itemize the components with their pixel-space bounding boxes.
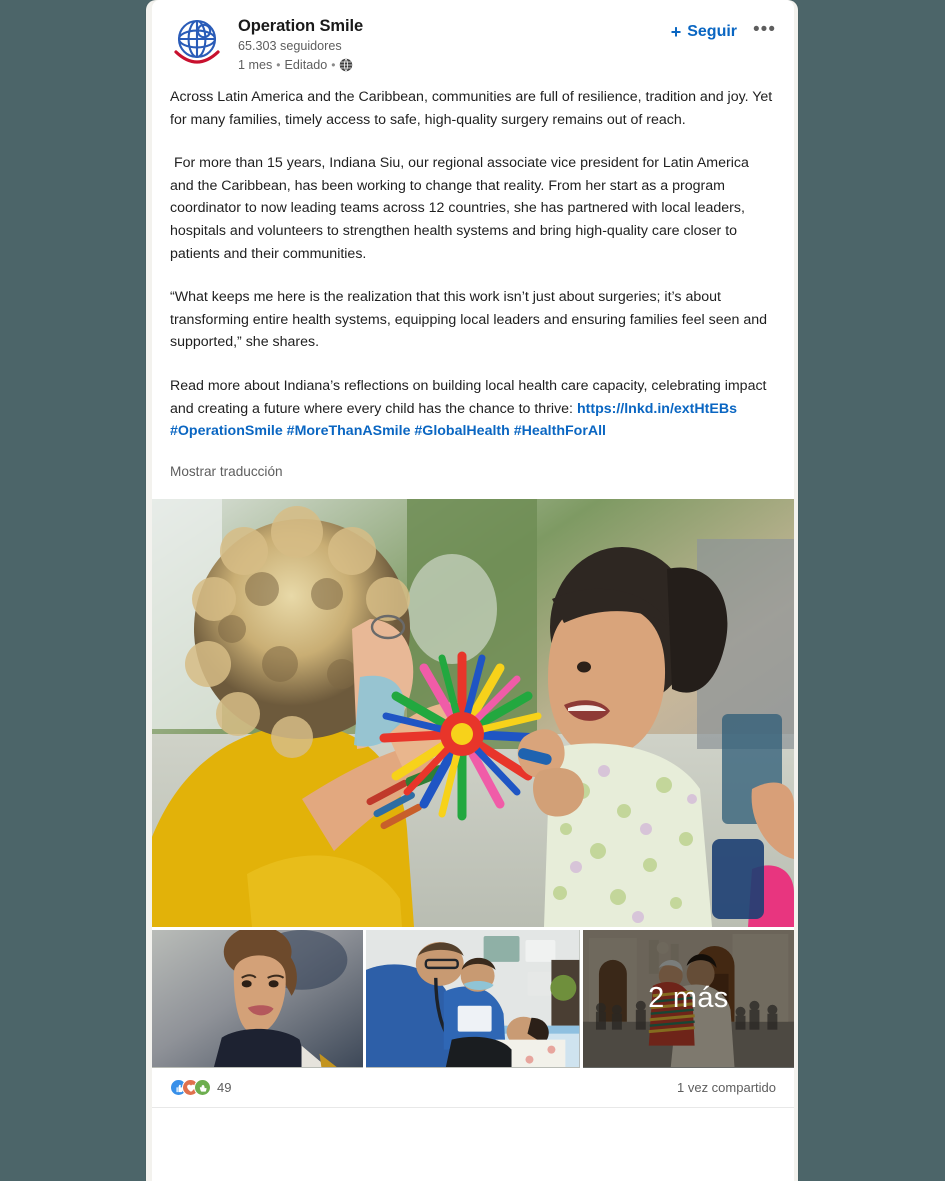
gallery-thumbnail-3[interactable]	[583, 930, 794, 1068]
gallery-thumbnail-1[interactable]	[152, 930, 363, 1068]
meta-separator-1: •	[276, 58, 281, 72]
gallery-thumbnail-2[interactable]	[366, 930, 579, 1068]
globe-public-icon	[339, 58, 353, 72]
post-text	[152, 74, 794, 482]
thumbnail-2-artwork	[366, 930, 579, 1068]
meta-separator-2: •	[331, 58, 336, 72]
operation-smile-logo	[168, 14, 226, 72]
social-counts-bar	[152, 1068, 794, 1108]
follow-button[interactable]	[671, 22, 737, 42]
more-images-label: 2 más	[648, 982, 729, 1015]
post-time-ago: 1 mes	[238, 58, 273, 72]
reaction-icon-stack	[170, 1079, 211, 1096]
more-options-icon[interactable]: •••	[753, 19, 776, 40]
post-edited-label: Editado	[284, 58, 328, 72]
hashtag-list[interactable]: #OperationSmile #MoreThanASmile #GlobalHealth #HealthForAll	[170, 423, 606, 440]
plus-icon: +	[670, 22, 682, 42]
gallery-main-image[interactable]	[152, 499, 794, 927]
actor-followers: 65.303 seguidores	[238, 39, 342, 53]
post-media-gallery	[152, 499, 794, 1068]
post-paragraph-4	[170, 375, 776, 420]
read-more-text: Read more about Indiana’s reflections on building local health care capacity, celebrating impact and creating a future where every child has the chance to thrive:	[170, 377, 771, 417]
post-link[interactable]: https://lnkd.in/extHtEBs	[576, 400, 737, 417]
support-icon	[194, 1079, 211, 1096]
post-meta-line	[238, 56, 671, 74]
reaction-count: 49	[217, 1079, 232, 1095]
post-card	[152, 0, 794, 1181]
reactions-summary[interactable]	[170, 1079, 231, 1097]
post-paragraph-1: Across Latin America and the Caribbean, communities are full of resilience, tradition and joy. Yet for many families, timely access to safe, high-quality surgery remains out of reach.	[170, 89, 777, 128]
more-images-overlay[interactable]	[583, 930, 794, 1068]
post-paragraph-2: For more than 15 years, Indiana Siu, our regional associate vice president for Latin America and the Caribbean, has been working to change that reality. From her start as a program coordinator to now leading teams across 12 countries, she has partnered with local leaders, hospitals and volunteers to strengthen health systems and bring high-quality care closer to patients and their communities.	[170, 155, 753, 262]
header-actions	[671, 14, 778, 42]
post-header	[152, 0, 794, 74]
actor-name[interactable]: Operation Smile	[238, 17, 364, 35]
actor-meta	[238, 14, 671, 74]
gallery-thumbnail-row	[152, 930, 794, 1068]
main-image-artwork	[152, 499, 794, 927]
follow-button-label: Seguir	[687, 23, 738, 40]
post-paragraph-3: “What keeps me here is the realization that this work isn’t just about surgeries; it’s about transforming entire health systems, equipping local leaders and ensuring families feel seen and supported,” she shares.	[170, 289, 771, 351]
avatar[interactable]	[168, 14, 226, 72]
shares-count[interactable]: 1 vez compartido	[677, 1079, 776, 1095]
thumbnail-1-artwork	[152, 930, 363, 1068]
show-translation-button[interactable]: Mostrar traducción	[170, 463, 283, 479]
